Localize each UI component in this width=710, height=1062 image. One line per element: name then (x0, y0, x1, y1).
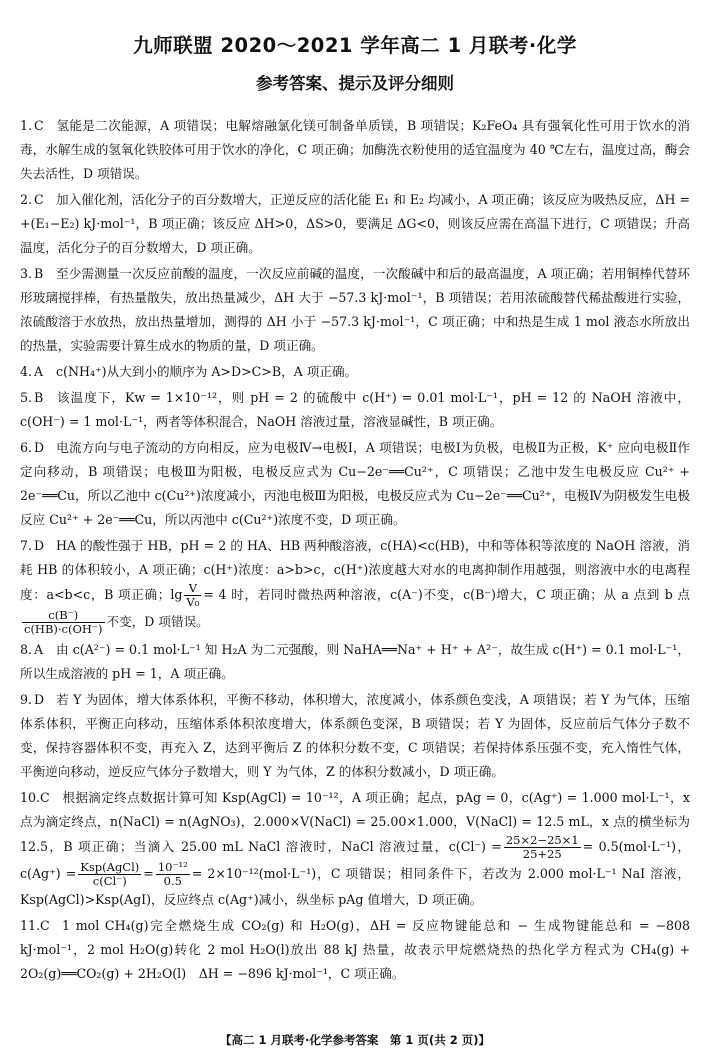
fraction-v-v0: $\frac{V}{\text{V₀}}$ (186, 581, 200, 609)
answer-item-5: 5. B 该温度下，Kw = 1×10⁻¹²，则 pH = 2 的硫酸中 c(H⁺) = 0.01 mol·L⁻¹，pH = 12 的 NaOH 溶液中，c(OH⁻) = 1 mol·L⁻¹，两者等体积混合，NaOH 溶液过量，溶液显碱性，B 项正确。 (20, 390, 690, 429)
page-title: 九师联盟 2020～2021 学年高二 1 月联考·化学 (133, 34, 577, 57)
answer-item-10: 10.C 根据滴定终点数据计算可知 Ksp(AgCl) = 10⁻¹²，A 项正确；起点，pAg = 0，c(Ag⁺) = 1.000 mol·L⁻¹，x 点为滴定终点，n(NaCl) = n(AgNO₃)，2.000×V(NaCl) = 25.00×1.000，V(NaCl) = 12.5 mL，x 点的横坐标为 12.5，B 项正确；当滴入 25.00 mL NaCl 溶液时，NaCl 溶液过量，c(Cl⁻) = $\frac{25\times 2-25\times 1}{25+25}$ = 0.5(mol·L⁻¹)，c(Ag⁺) = $\frac{\text{Ksp(AgCl)}}{c(Cl^-)}$ = $\frac{\text{10⁻¹²}}{0.5}$ = 2×10⁻¹²(mol·L⁻¹)，C 项错误；相同条件下，若改为 2.000 mol·L⁻¹ NaI 溶液，Ksp(AgCl)>Ksp(AgI)，反应终点 c(Ag⁺)减小，纵坐标 pAg 值增大，D 项正确。 (20, 790, 691, 907)
fraction-ratio: $\frac{c(B^-)}{c(HB)\cdot c(OH^-)}$ (24, 608, 103, 636)
answer-item-1: 1. C 氢能是二次能源，A 项错误；电解熔融氯化镁可制备单质镁，B 项错误；K₂FeO₄ 具有强氧化性可用于饮水的消毒，水解生成的氢氧化铁胶体可用于饮水的净化，C 项正确；加酶洗衣粉使用的适宜温度为 40 ℃左右，温度过高，酶会失去活性，D 项错误。 (20, 118, 690, 181)
answer-item-7: 7. D HA 的酸性强于 HB，pH = 2 的 HA、HB 两种酸溶液，c(HA)<c(HB)，中和等体积等浓度的 NaOH 溶液，消耗 HB 的体积较小，A 项正确；c(H⁺)浓度：a>b>c，c(H⁺)浓度越大对水的电离抑制作用越强，则溶液中水的电离程度：a<b<c，B 项正确；lg $\frac{V}{\text{V₀}}$ = 4 时，若同时微热两种溶液，c(A⁻)不变，c(B⁻)增大，C 项正确；从 a 点到 b 点 $\frac{c(B^-)}{c(HB)\cdot c(OH^-)}$ 不变，D 项错误。 (20, 538, 690, 636)
fraction-ksp: $\frac{\text{Ksp(AgCl)}}{c(Cl^-)}$ (80, 860, 140, 888)
answer-item-3: 3. B 至少需测量一次反应前酸的温度，一次反应前碱的温度，一次酸碱中和后的最高温度，A 项正确；若用铜棒代替环形玻璃搅拌棒，有热量散失，放出热量减少，ΔH 大于 −57.3 kJ·mol⁻¹，B 项错误；若用浓硫酸替代稀盐酸进行实验，浓硫酸溶于水放热，放出热量增加，测得的 ΔH 小于 −57.3 kJ·mol⁻¹，C 项正确；中和热是生成 1 mol 液态水所放出的热量，实验需要计算生成水的物质的量，D 项正确。 (20, 266, 690, 353)
fraction-cl-conc: $\frac{25\times 2-25\times 1}{25+25}$ (505, 833, 579, 861)
answer-item-6: 6. D 电流方向与电子流动的方向相反，应为电极Ⅳ→电极Ⅰ，A 项错误；电极Ⅰ为负极，电极Ⅱ为正极，K⁺ 应向电极Ⅱ作定向移动，B 项错误；电极Ⅲ为阳极，电极反应式为 Cu−2e⁻══Cu²⁺，C 项错误；乙池中发生电极反应 Cu²⁺ + 2e⁻══Cu，所以乙池中 c(Cu²⁺)浓度减小，丙池电极Ⅲ为阳极，电极反应式为 Cu−2e⁻══Cu²⁺，电极Ⅳ为阴极发生电极反应 Cu²⁺ + 2e⁻══Cu，所以丙池中 c(Cu²⁺)浓度不变，D 项正确。 (20, 440, 690, 527)
page-footer: 【高二 1 月联考·化学参考答案 第 1 页(共 2 页)】 (220, 1033, 490, 1047)
answer-item-8: 8. A 由 c(A²⁻) = 0.1 mol·L⁻¹ 知 H₂A 为二元强酸，则 NaHA══Na⁺ + H⁺ + A²⁻，故生成 c(H⁺) = 0.1 mol·L⁻¹，所以生成溶液的 pH = 1，A 项正确。 (20, 642, 690, 681)
answer-item-4: 4. A c(NH₄⁺)从大到小的顺序为 A>D>C>B，A 项正确。 (20, 364, 358, 379)
fraction-value: $\frac{\text{10⁻¹²}}{0.5}$ (157, 860, 188, 888)
answer-item-2: 2. C 加入催化剂，活化分子的百分数增大，正逆反应的活化能 E₁ 和 E₂ 均减小，A 项正确；该反应为吸热反应，ΔH = +(E₁−E₂) kJ·mol⁻¹，B 项正确；该反应 ΔH>0，ΔS>0，要满足 ΔG<0，则该反应需在高温下进行，C 项错误；升高温度，活化分子的百分数增大，D 项正确。 (20, 192, 690, 255)
page-subtitle: 参考答案、提示及评分细则 (256, 74, 454, 93)
answer-item-11: 11.C 1 mol CH₄(g)完全燃烧生成 CO₂(g) 和 H₂O(g)，ΔH = 反应物键能总和 − 生成物键能总和 = −808 kJ·mol⁻¹，2 mol H₂O(g)转化 2 mol H₂O(l)放出 88 kJ 热量，故表示甲烷燃烧热的热化学方程式为 CH₄(g) + 2O₂(g)══CO₂(g) + 2H₂O(l) ΔH = −896 kJ·mol⁻¹，C 项正确。 (20, 918, 690, 981)
answer-item-9: 9. D 若 Y 为固体，增大体系体积，平衡不移动，体积增大，浓度减小，体系颜色变浅，A 项错误；若 Y 为气体，压缩体系体积，平衡正向移动，压缩体系体积浓度增大，体系颜色变深，B 项错误；若 Y 为固体，反应前后气体分子数不变，保持容器体积不变，再充入 Z，达到平衡后 Z 的体积分数不变，C 项错误；若保持体系压强不变，充入惰性气体，平衡逆向移动，逆反应气体分子数增大，则 Y 为气体，Z 的体积分数减小，D 项正确。 (20, 692, 690, 779)
answer-list (20, 114, 690, 986)
